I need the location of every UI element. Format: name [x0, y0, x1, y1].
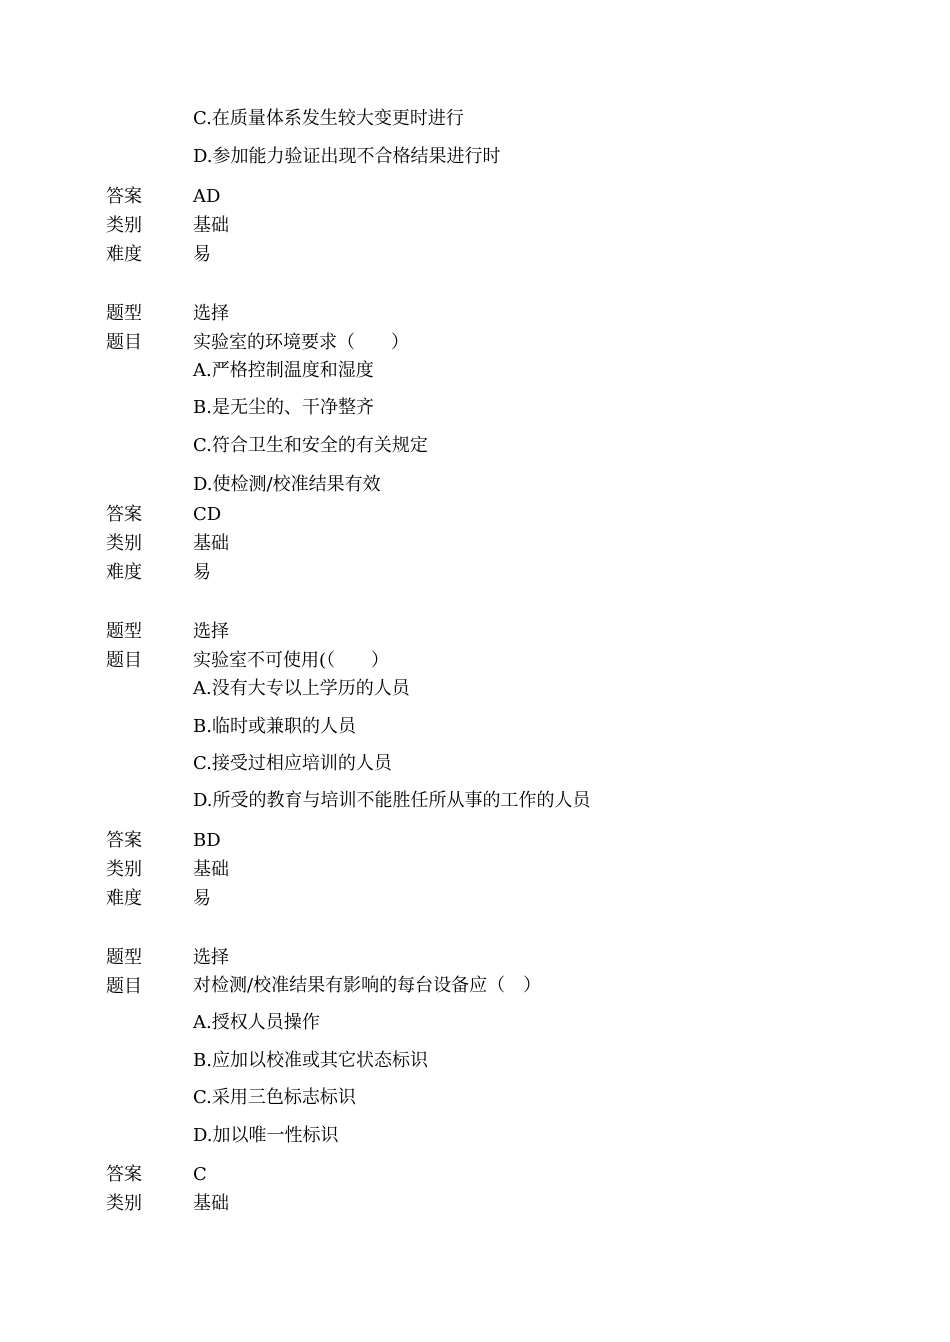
category-label: 类别 [106, 215, 142, 236]
category-label: 类别 [106, 859, 142, 880]
category-value: 基础 [193, 1193, 229, 1214]
question-label: 题目 [106, 650, 142, 671]
difficulty-label: 难度 [106, 562, 142, 583]
answer-value: AD [193, 186, 221, 207]
option-a: A.授权人员操作 [193, 1012, 320, 1033]
type-value: 选择 [193, 947, 229, 968]
difficulty-value: 易 [193, 244, 211, 265]
difficulty-value: 易 [193, 888, 211, 909]
question-label: 题目 [106, 976, 142, 997]
type-value: 选择 [193, 621, 229, 642]
answer-label: 答案 [106, 186, 142, 207]
type-label: 题型 [106, 947, 142, 968]
option-d: D.所受的教育与培训不能胜任所从事的工作的人员 [193, 790, 591, 811]
option-a: A.严格控制温度和湿度 [193, 360, 374, 381]
category-value: 基础 [193, 215, 229, 236]
difficulty-label: 难度 [106, 888, 142, 909]
option-d: D.使检测/校准结果有效 [193, 474, 381, 495]
type-label: 题型 [106, 303, 142, 324]
question-text: 对检测/校准结果有影响的每台设备应（ ） [193, 975, 542, 996]
difficulty-label: 难度 [106, 244, 142, 265]
type-value: 选择 [193, 303, 229, 324]
question-text: 实验室不可使用(（ ） [193, 650, 390, 671]
category-value: 基础 [193, 533, 229, 554]
option-c: C.采用三色标志标识 [193, 1087, 356, 1108]
category-label: 类别 [106, 1193, 142, 1214]
question-text: 实验室的环境要求（ ） [193, 332, 409, 353]
type-label: 题型 [106, 621, 142, 642]
option-c: C.接受过相应培训的人员 [193, 753, 392, 774]
answer-label: 答案 [106, 504, 142, 525]
option-b: B.临时或兼职的人员 [193, 716, 356, 737]
answer-label: 答案 [106, 830, 142, 851]
difficulty-value: 易 [193, 562, 211, 583]
option-c: C.符合卫生和安全的有关规定 [193, 435, 428, 456]
option-d: D.参加能力验证出现不合格结果进行时 [193, 146, 501, 167]
option-b: B.应加以校准或其它状态标识 [193, 1050, 428, 1071]
answer-value: CD [193, 504, 222, 525]
option-a: A.没有大专以上学历的人员 [193, 678, 410, 699]
answer-value: C [193, 1164, 207, 1185]
category-label: 类别 [106, 533, 142, 554]
question-label: 题目 [106, 332, 142, 353]
option-d: D.加以唯一性标识 [193, 1125, 339, 1146]
answer-value: BD [193, 830, 221, 851]
category-value: 基础 [193, 859, 229, 880]
option-c: C.在质量体系发生较大变更时进行 [193, 108, 464, 129]
answer-label: 答案 [106, 1164, 142, 1185]
option-b: B.是无尘的、干净整齐 [193, 397, 374, 418]
